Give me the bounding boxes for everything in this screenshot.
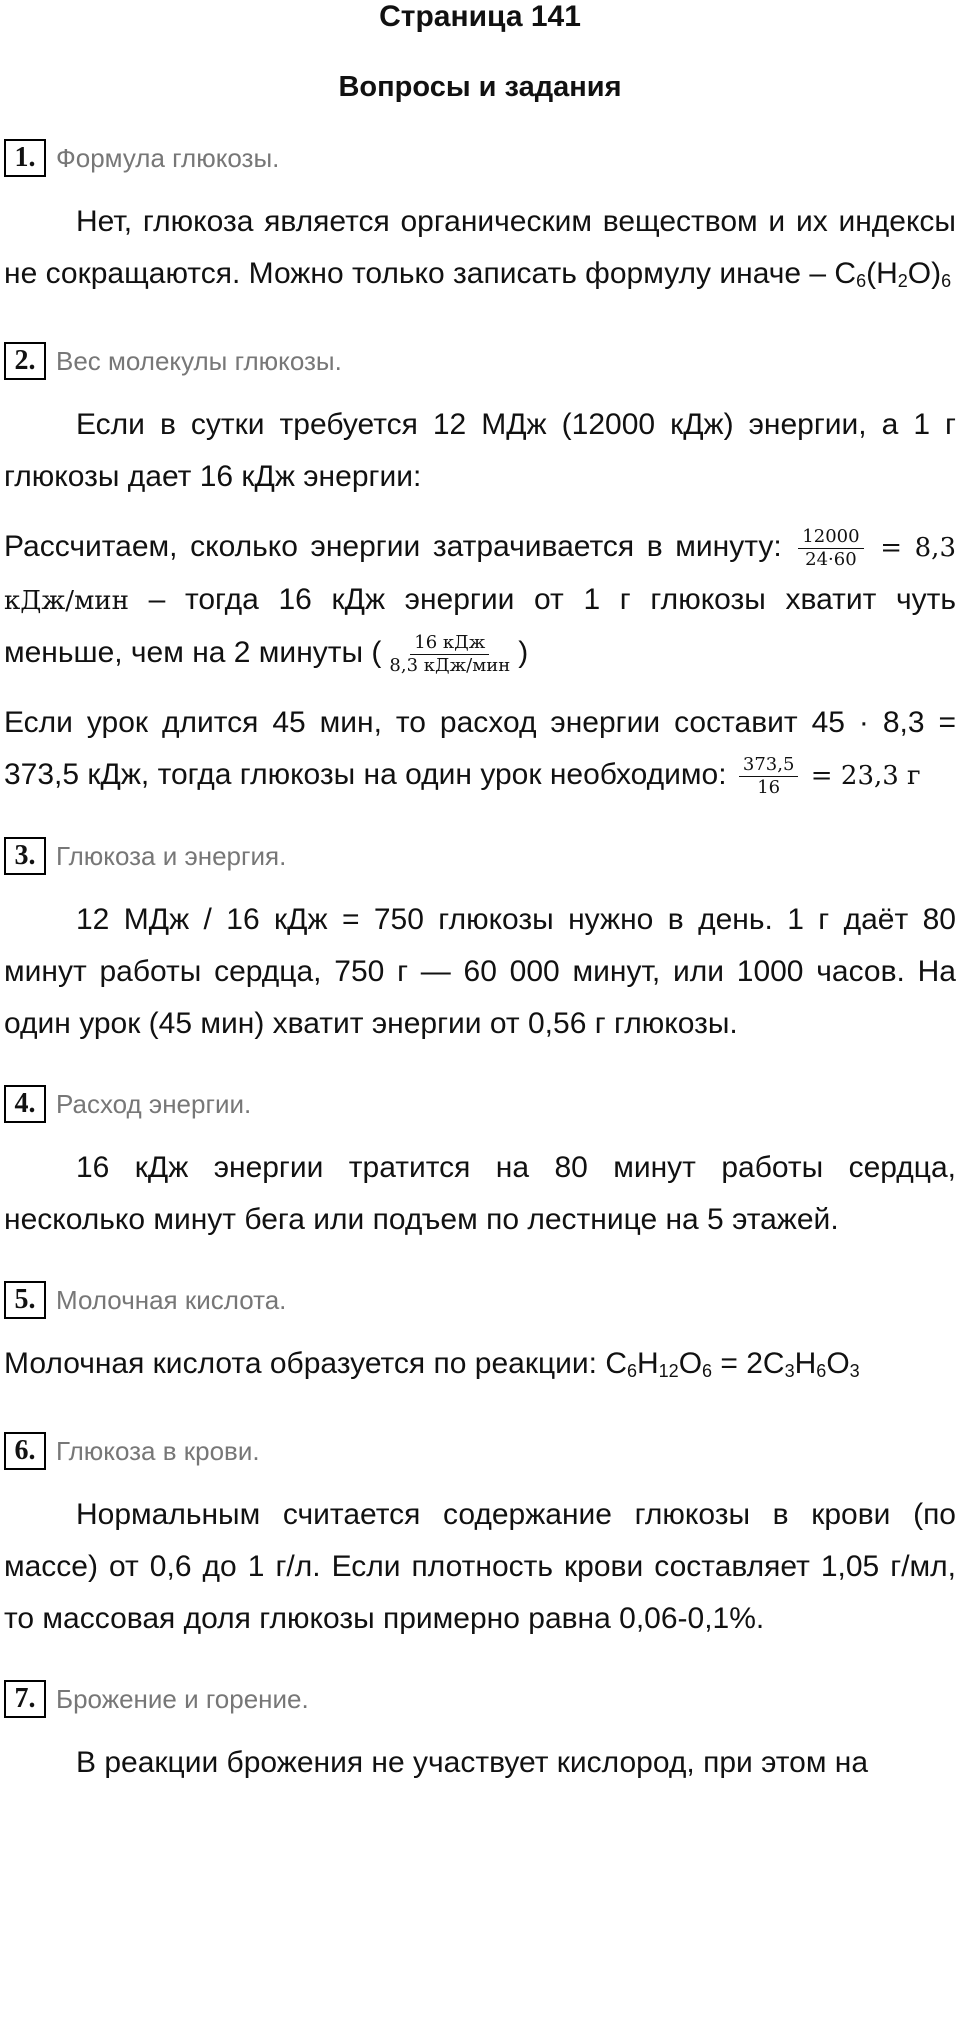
answer-7: В реакции брожения не участвует кислород, при этом на (76, 1746, 869, 1779)
fraction-minutes: $\frac{\text{16 кДж}}{\text{8,3 кДж/мин}}$ (389, 631, 511, 676)
question-label: Формула глюкозы. (56, 142, 280, 173)
answer-4: 16 кДж энергии тратится на 80 минут работы сердца, несколько минут бега или подъем по лестнице на 5 этажей. (4, 1151, 956, 1236)
question-label: Молочная кислота. (56, 1284, 287, 1315)
question-number: 1. (4, 139, 46, 177)
answer-5: Молочная кислота образуется по реакции: $C_6H_{12}O_6 = 2C_3H_6O_3$ (4, 1347, 860, 1381)
question-label: Брожение и горение. (56, 1683, 309, 1714)
question-number: 7. (4, 1680, 46, 1718)
question-label: Глюкоза в крови. (56, 1435, 260, 1466)
question-number: 3. (4, 837, 46, 875)
question-2-header (4, 341, 956, 381)
answer-3: 12 МДж / 16 кДж = 750 глюкозы нужно в день. 1 г даёт 80 минут работы сердца, 750 г — 60 000 минут, или 1000 часов. На один урок (45 мин) хватит энергии от 0,56 г глюкозы. (4, 903, 956, 1040)
question-7-header (4, 1679, 956, 1719)
question-label: Вес молекулы глюкозы. (56, 345, 342, 376)
answer-2-paragraph-3: Если урок длится 45 мин, то расход энергии составит 45 · 8,3 = 373,5 кДж, тогда глюкозы на один урок необходимо: $\frac{373,5}{16}$ = 23,3 г (4, 706, 956, 798)
section-title: Вопросы и задания (338, 71, 622, 103)
question-5-header (4, 1280, 956, 1320)
question-3-header (4, 836, 956, 876)
page-title: Страница 141 (379, 0, 581, 33)
fraction-energy-per-minute: $\frac{12000}{24\cdot 60}$ (798, 526, 863, 571)
question-label: Расход энергии. (56, 1088, 252, 1119)
question-number: 6. (4, 1432, 46, 1470)
question-6-header (4, 1431, 956, 1471)
fraction-grams-per-lesson: $\frac{373,5}{16}$ (739, 754, 799, 799)
question-1-header (4, 138, 956, 178)
question-4-header (4, 1084, 956, 1124)
answer-2-paragraph-2: Рассчитаем, сколько энергии затрачивается в минуту: $\frac{12000}{24\cdot 60}$ = 8,3 кДж/мин – тогда 16 кДж энергии от 1 г глюкозы хватит чуть меньше, чем на 2 минуты ( $\frac{\text{16 кДж}}{\text{8,3 кДж/мин}}$ ) (4, 525, 956, 676)
question-number: 5. (4, 1281, 46, 1319)
question-label: Глюкоза и энергия. (56, 840, 287, 871)
answer-2-paragraph-1: Если в сутки требуется 12 МДж (12000 кДж) энергии, а 1 г глюкозы дает 16 кДж энергии: (4, 408, 956, 493)
answer-1: Нет, глюкоза является органическим веществом и их индексы не сокращаются. Можно только записать формулу иначе – $C_6(H_2O)_6$ (4, 205, 956, 291)
answer-6: Нормальным считается содержание глюкозы в крови (по массе) от 0,6 до 1 г/л. Если плотность крови составляет 1,05 г/мл, то массовая доля глюкозы примерно равна 0,06-0,1%. (4, 1498, 956, 1635)
question-number: 4. (4, 1085, 46, 1123)
question-number: 2. (4, 342, 46, 380)
